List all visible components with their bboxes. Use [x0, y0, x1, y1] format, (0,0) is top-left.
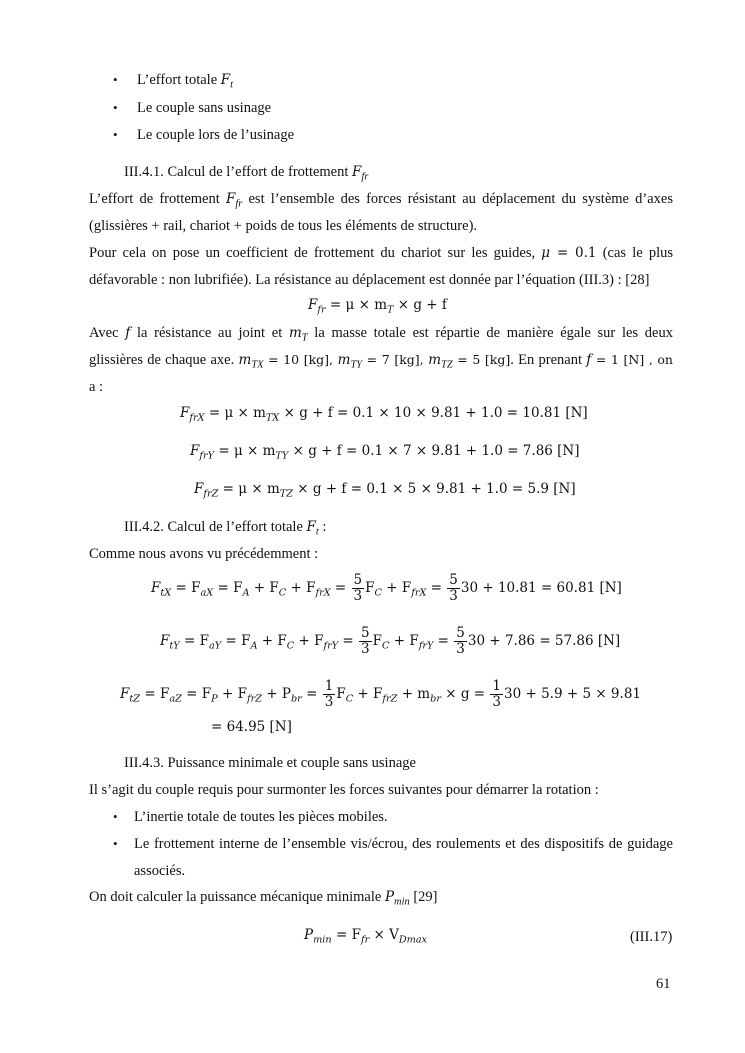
document-page: • L’effort totale $F_t$ • Le couple sans usinage • Le couple lors de l’usinage III.4.1. Calcul de l’effort de frottement $F_{fr}$ L’effort de frottement $F_{fr}$ est l’ensemble des forces résistant au déplacement du système d’axes (glissières + rail, chariot + poids de tous les éléments de structure). Pour cela on pose un coefficient de frottement du chariot sur les guides, μ = 0.1 (cas le plus défavorable : non lubrifiée). La résistance au déplacement est donnée par l’équation (III.3) : [28] $F_{fr} = \mu \times m_T \times g + f$ Avec f la résistance au joint et $m_T$ la masse totale est répartie de manière égale sur les deux glissières de chaque axe. $m_{TX} = 10$ [kg], $m_{TY} = 7$ [kg], $m_{TZ} = 5$ [kg]. En prenant f = 1 [N] , on a : $F_{frX} = \mu \times m_{TX} \times g + f = 0.1 \times 10 \times 9.81 + 1.0 = 10.81$ [N] $F_{frY} = \mu \times m_{TY} \times g + f = 0.1 \times 7 \times 9.81 + 1.0 = 7.86$ [N] $F_{frZ} = \mu \times m_{TZ} \times g + f = 0.1 \times 5 \times 9.81 + 1.0 = 5.9$ [N] III.4.2. Calcul de l’effort totale $F_t$ : Comme nous avons vu précédemment : $F_{tX} = F_{aX} = F_A + F_C + F_{frX}$ = $\frac{5}{3}$ $F_C + F_{frX}$ = $\frac{5}{3}$ 30 + 10.81 = 60.81 [N] $F_{tY} = F_{aY} = F_A + F_C + F_{frY}$ = $\frac{5}{3}$ $F_C + F_{frY}$ = $\frac{5}{3}$ 30 + 7.86 = 57.86 [N] $F_{tZ} = F_{aZ} = F_P + F_{frZ} + P_{br}$ = $\frac{1}{3}$ $F_C + F_{frZ} + m_{br} \times g$ = $\frac{1}{3}$ 30 + 5.9 + 5 × 9.81 = 64.95 [N] III.4.3. Puissance minimale et couple sans usinage Il s’agit du couple requis pour surmonter les forces suivantes pour démarrer la rotation : • L’inertie totale de toutes les pièces mobiles. • Le frottement interne de l’ensemble vis/écrou, des roulements et des dispositifs de guidage associés. On doit calculer la puissance mécanique minimale $P_{min}$ [29] $P_{min} = F_{fr} \times V_{Dmax}$ (III.17) 61: [89, 72, 673, 992]
paragraph-line: défavorable : non lubrifiée). La résistance au déplacement est donnée par l’équation (III.3) : [28]: [89, 272, 650, 288]
equation-ffrx: $F_{frX} = \mu \times m_{TX} \times g + f = 0.1 \times 10 \times 9.81 + 1.0 = 10.81$ [N]: [180, 405, 588, 424]
equation-ftz-result: = 64.95 [N]: [211, 719, 292, 735]
bullet-continuation: associés.: [134, 863, 186, 879]
equation-ffrz: $F_{frZ} = \mu \times m_{TZ} \times g + f = 0.1 \times 5 \times 9.81 + 1.0 = 5.9$ [N]: [194, 481, 576, 500]
paragraph-line: Il s’agit du couple requis pour surmonter les forces suivantes pour démarrer la rotation :: [89, 782, 599, 798]
equation-ftz: $F_{tZ} = F_{aZ} = F_P + F_{frZ} + P_{br}$ = $\frac{1}{3}$ $F_C + F_{frZ} + m_{br} \times g$ = $\frac{1}{3}$ 30 + 5.9 + 5 × 9.81: [120, 678, 641, 710]
paragraph-line: L’effort de frottement $F_{fr}$ est l’ensemble des forces résistant au déplacement du système d’axes: [89, 191, 673, 210]
section-heading-3-4-2: III.4.2. Calcul de l’effort totale $F_t$ :: [124, 519, 327, 538]
paragraph-line: Comme nous avons vu précédemment :: [89, 546, 319, 562]
paragraph-line: a :: [89, 379, 104, 395]
equation-fty: $F_{tY} = F_{aY} = F_A + F_C + F_{frY}$ = $\frac{5}{3}$ $F_C + F_{frY}$ = $\frac{5}{3}$ 30 + 7.86 = 57.86 [N]: [160, 625, 621, 657]
paragraph-line: On doit calculer la puissance mécanique minimale $P_{min}$ [29]: [89, 889, 438, 908]
page-number: 61: [656, 976, 671, 992]
paragraph-line: Pour cela on pose un coefficient de frottement du chariot sur les guides, μ = 0.1 (cas le plus: [89, 245, 673, 261]
equation-ffry: $F_{frY} = \mu \times m_{TY} \times g + f = 0.1 \times 7 \times 9.81 + 1.0 = 7.86$ [N]: [190, 443, 580, 462]
equation-pmin: $P_{min} = F_{fr} \times V_{Dmax}$: [304, 927, 428, 946]
section-heading-3-4-3: III.4.3. Puissance minimale et couple sans usinage: [124, 755, 416, 771]
equation-ftx: $F_{tX} = F_{aX} = F_A + F_C + F_{frX}$ = $\frac{5}{3}$ $F_C + F_{frX}$ = $\frac{5}{3}$ 30 + 10.81 = 60.81 [N]: [151, 572, 622, 604]
paragraph-line: (glissières + rail, chariot + poids de tous les éléments de structure).: [89, 218, 478, 234]
paragraph-line: Avec f la résistance au joint et $m_T$ la masse totale est répartie de manière égale sur les deux: [89, 325, 673, 344]
section-heading-3-4-1: III.4.1. Calcul de l’effort de frottement $F_{fr}$: [124, 164, 369, 183]
equation-label: (III.17): [630, 929, 673, 945]
paragraph-line: glissières de chaque axe. $m_{TX} = 10$ [kg], $m_{TY} = 7$ [kg], $m_{TZ} = 5$ [kg]. En prenant f = 1 [N] , on: [89, 352, 673, 371]
equation-ffr: $F_{fr} = \mu \times m_T \times g + f$: [308, 297, 447, 316]
